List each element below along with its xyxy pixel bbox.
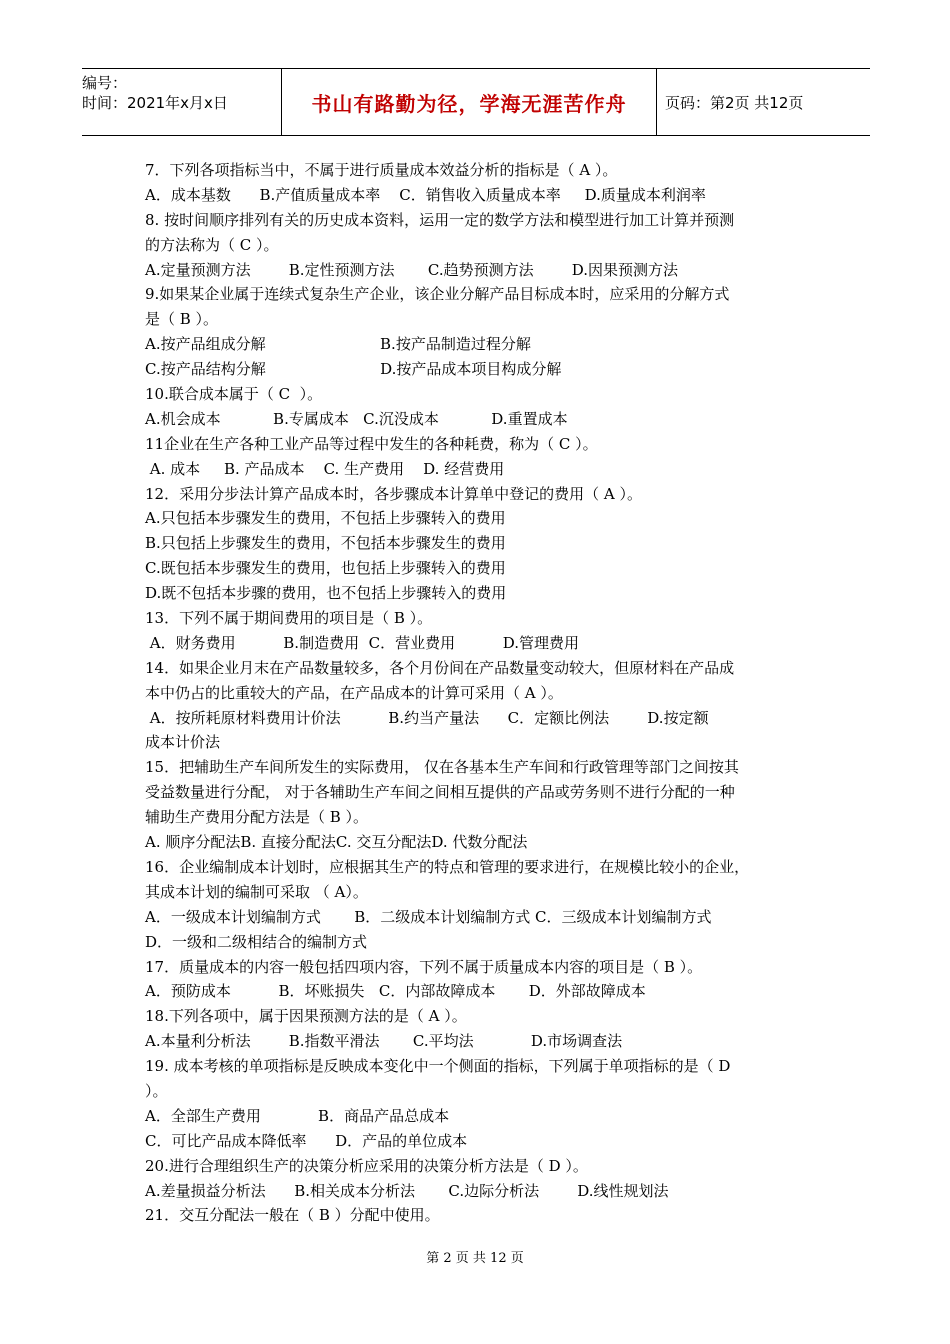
text-line: C．可比产品成本降低率 D．产品的单位成本 [145,1131,468,1150]
text-line: A.本量利分析法 B.指数平滑法 C.平均法 D.市场调查法 [145,1032,623,1051]
document-date-label: 时间：2021年x月x日 [82,94,228,112]
text-line: A．全部生产费用 B．商品产品总成本 [145,1106,450,1125]
text-line: 19. 成本考核的单项指标是反映成本变化中一个侧面的指标，下列属于单项指标的是（ D [145,1057,731,1076]
text-line: 16．企业编制成本计划时，应根据其生产的特点和管理的要求进行，在规模比较小的企业， [145,857,750,876]
text-line: B.只包括上步骤发生的费用，不包括本步骤发生的费用 [145,534,506,553]
page-footer: 第 2 页 共 12 页 [426,1251,524,1266]
text-line: 17．质量成本的内容一般包括四项内容，下列不属于质量成本内容的项目是（ B ）。 [145,957,703,976]
text-line: A.差量损益分析法 B.相关成本分析法 C.边际分析法 D.线性规划法 [145,1181,669,1200]
text-line: 辅助生产费用分配方法是（ B ）。 [145,808,369,827]
text-line: A．成本基数 B.产值质量成本率 C．销售收入质量成本率 D.质量成本利润率 [145,185,706,204]
header-motto: 书山有路勤为径，学海无涯苦作舟 [282,69,657,135]
text-line: 10.联合成本属于（ C ）。 [145,385,323,404]
text-line: A. 顺序分配法B. 直接分配法C. 交互分配法D. 代数分配法 [145,833,528,852]
text-line: 是（ B ）。 [145,310,219,329]
text-line: D.既不包括本步骤的费用，也不包括上步骤转入的费用 [145,584,507,603]
text-line: 18.下列各项中，属于因果预测方法的是（ A ）。 [145,1007,467,1026]
text-line: A．一级成本计划编制方式 B．二级成本计划编制方式 C．三级成本计划编制方式 [145,907,712,926]
text-line: A.按产品组成分解 B.按产品制造过程分解 [145,335,531,354]
text-line: D．一级和二级相结合的编制方式 [145,932,368,951]
text-line: 的方法称为（ C ）。 [145,235,279,254]
text-line: 本中仍占的比重较大的产品，在产品成本的计算可采用（ A ）。 [145,683,563,702]
page-header [82,68,870,136]
header-page-label: 页码：第2页 共12页 [665,93,804,112]
text-line: C.既包括本步骤发生的费用，也包括上步骤转入的费用 [145,559,506,578]
text-line: 12．采用分步法计算产品成本时，各步骤成本计算单中登记的费用（ A ）。 [145,484,642,503]
text-line: A.机会成本 B.专属成本 C.沉没成本 D.重置成本 [145,409,568,428]
text-line: 9.如果某企业属于连续式复杂生产企业，该企业分解产品目标成本时，应采用的分解方式 [145,285,730,304]
text-line: 8. 按时间顺序排列有关的历史成本资料，运用一定的数学方法和模型进行加工计算并预测 [145,210,735,229]
text-line: ）。 [145,1081,168,1100]
text-line: A．按所耗原材料费用计价法 B.约当产量法 C．定额比例法 D.按定额 [145,708,709,727]
header-left-cell [82,69,282,135]
text-line: 受益数量进行分配， 对于各辅助生产车间之间相互提供的产品或劳务则不进行分配的一种 [145,783,735,802]
text-line: 其成本计划的编制可采取 （ A）。 [145,882,368,901]
text-line: C.按产品结构分解 D.按产品成本项目构成分解 [145,360,562,379]
text-line: 成本计价法 [145,733,221,752]
text-line: 20.进行合理组织生产的决策分析应采用的决策分析方法是（ D ）。 [145,1156,588,1175]
text-line: 7．下列各项指标当中，不属于进行质量成本效益分析的指标是（ A ）。 [145,161,618,179]
document-number-label: 编号： [82,74,128,92]
question-body [145,158,810,1228]
text-line: A.只包括本步骤发生的费用，不包括上步骤转入的费用 [145,509,506,528]
text-line: 15．把辅助生产车间所发生的实际费用， 仅在各基本生产车间和行政管理等部门之间按其 [145,758,739,777]
text-line: 14．如果企业月末在产品数量较多，各个月份间在产品数量变动较大，但原材料在产品成 [145,658,735,677]
text-line: A．预防成本 B．坏账损失 C．内部故障成本 D．外部故障成本 [145,982,646,1001]
text-line: 11企业在生产各种工业产品等过程中发生的各种耗费，称为（ C ）。 [145,434,598,453]
text-line: A. 成本 B. 产品成本 C. 生产费用 D. 经营费用 [145,459,505,478]
text-line: 13．下列不属于期间费用的项目是（ B ）。 [145,609,433,628]
text-line: A.定量预测方法 B.定性预测方法 C.趋势预测方法 D.因果预测方法 [145,260,679,279]
text-line: 21．交互分配法一般在（ B ）分配中使用。 [145,1206,440,1225]
text-line: A．财务费用 B.制造费用 C．营业费用 D.管理费用 [145,633,580,652]
